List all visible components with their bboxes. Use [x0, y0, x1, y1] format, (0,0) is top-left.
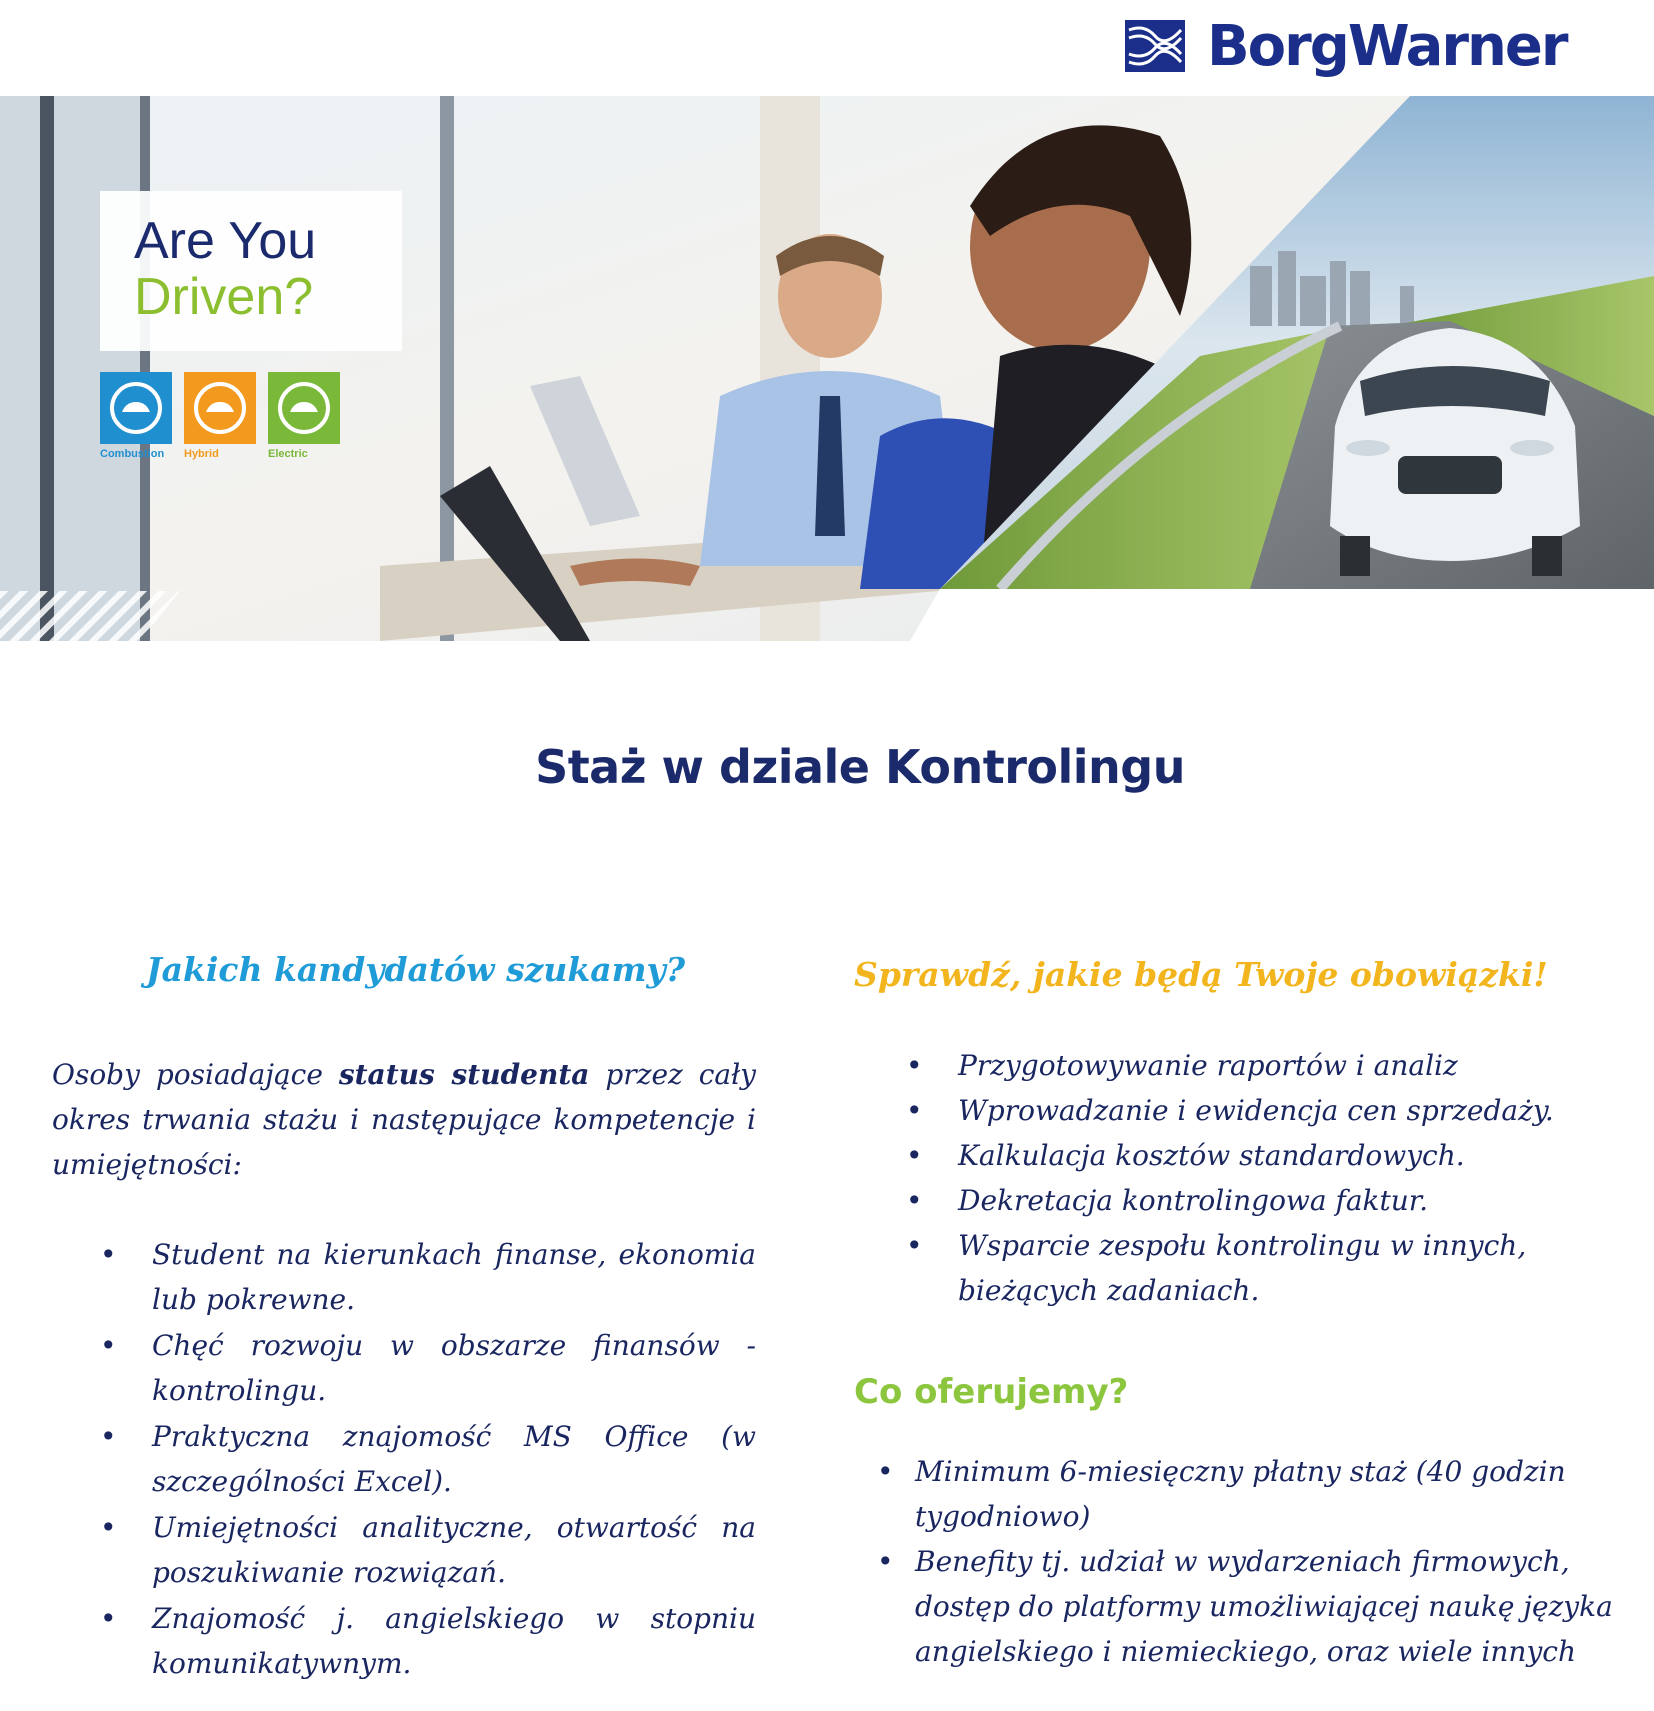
list-item: • Przygotowywanie raportów i analiz	[958, 1043, 1608, 1088]
slogan-box	[100, 191, 402, 351]
list-item: • Umiejętności analityczne, otwartość na poszukiwanie rozwiązań.	[152, 1505, 756, 1595]
electric-icon	[268, 372, 340, 444]
intro-text-end: przez cały okres trwania stażu i następujące kompetencje i umiejętności:	[52, 1058, 756, 1181]
list-item: • Praktyczna znajomość MS Office (w szczególności Excel).	[152, 1414, 756, 1504]
duties-list	[958, 1043, 1608, 1313]
offer-heading: Co oferujemy?	[854, 1372, 1129, 1412]
duties-heading: Sprawdź, jakie będą Twoje obowiązki!	[854, 955, 1548, 994]
hero-photo	[0, 96, 1654, 641]
list-item: • Kalkulacja kosztów standardowych.	[958, 1133, 1608, 1178]
hero-banner	[0, 96, 1654, 641]
list-item: • Student na kierunkach finanse, ekonomia lub pokrewne.	[152, 1232, 756, 1322]
candidates-heading: Jakich kandydatów szukamy?	[146, 950, 686, 989]
brand-name: BorgWarner	[1207, 13, 1567, 79]
offer-list	[915, 1449, 1615, 1674]
list-item: • Chęć rozwoju w obszarze finansów - kontrolingu.	[152, 1323, 756, 1413]
list-item: • Benefity tj. udział w wydarzeniach firmowych, dostęp do platformy umożliwiającej naukę języka angielskiego i niemieckiego, oraz wiele innych	[915, 1539, 1615, 1674]
list-item: • Wprowadzanie i ewidencja cen sprzedaży.	[958, 1088, 1608, 1133]
list-item: • Wsparcie zespołu kontrolingu w innych, bieżących zadaniach.	[958, 1223, 1608, 1313]
tile-label-combustion: Combustion	[100, 448, 165, 460]
borgwarner-logo	[1125, 10, 1645, 82]
list-item: • Znajomość j. angielskiego w stopniu komunikatywnym.	[152, 1596, 756, 1686]
intro-bold-text: status studenta	[338, 1058, 590, 1091]
list-item: • Minimum 6-miesięczny płatny staż (40 godzin tygodniowo)	[915, 1449, 1615, 1539]
requirements-list	[152, 1232, 756, 1687]
slogan-line-2: Driven?	[134, 268, 314, 326]
intro-text-start: Osoby posiadające	[52, 1058, 339, 1091]
hybrid-icon	[184, 372, 256, 444]
candidates-intro	[52, 1052, 756, 1187]
tile-label-hybrid: Hybrid	[184, 448, 219, 460]
combustion-icon	[100, 372, 172, 444]
tile-label-electric: Electric	[268, 448, 308, 460]
slogan-line-1: Are You	[134, 212, 317, 270]
list-item: • Dekretacja kontrolingowa faktur.	[958, 1178, 1608, 1223]
page-title: Staż w dziale Kontrolingu	[535, 740, 1185, 794]
borgwarner-mark-icon	[1125, 20, 1185, 72]
